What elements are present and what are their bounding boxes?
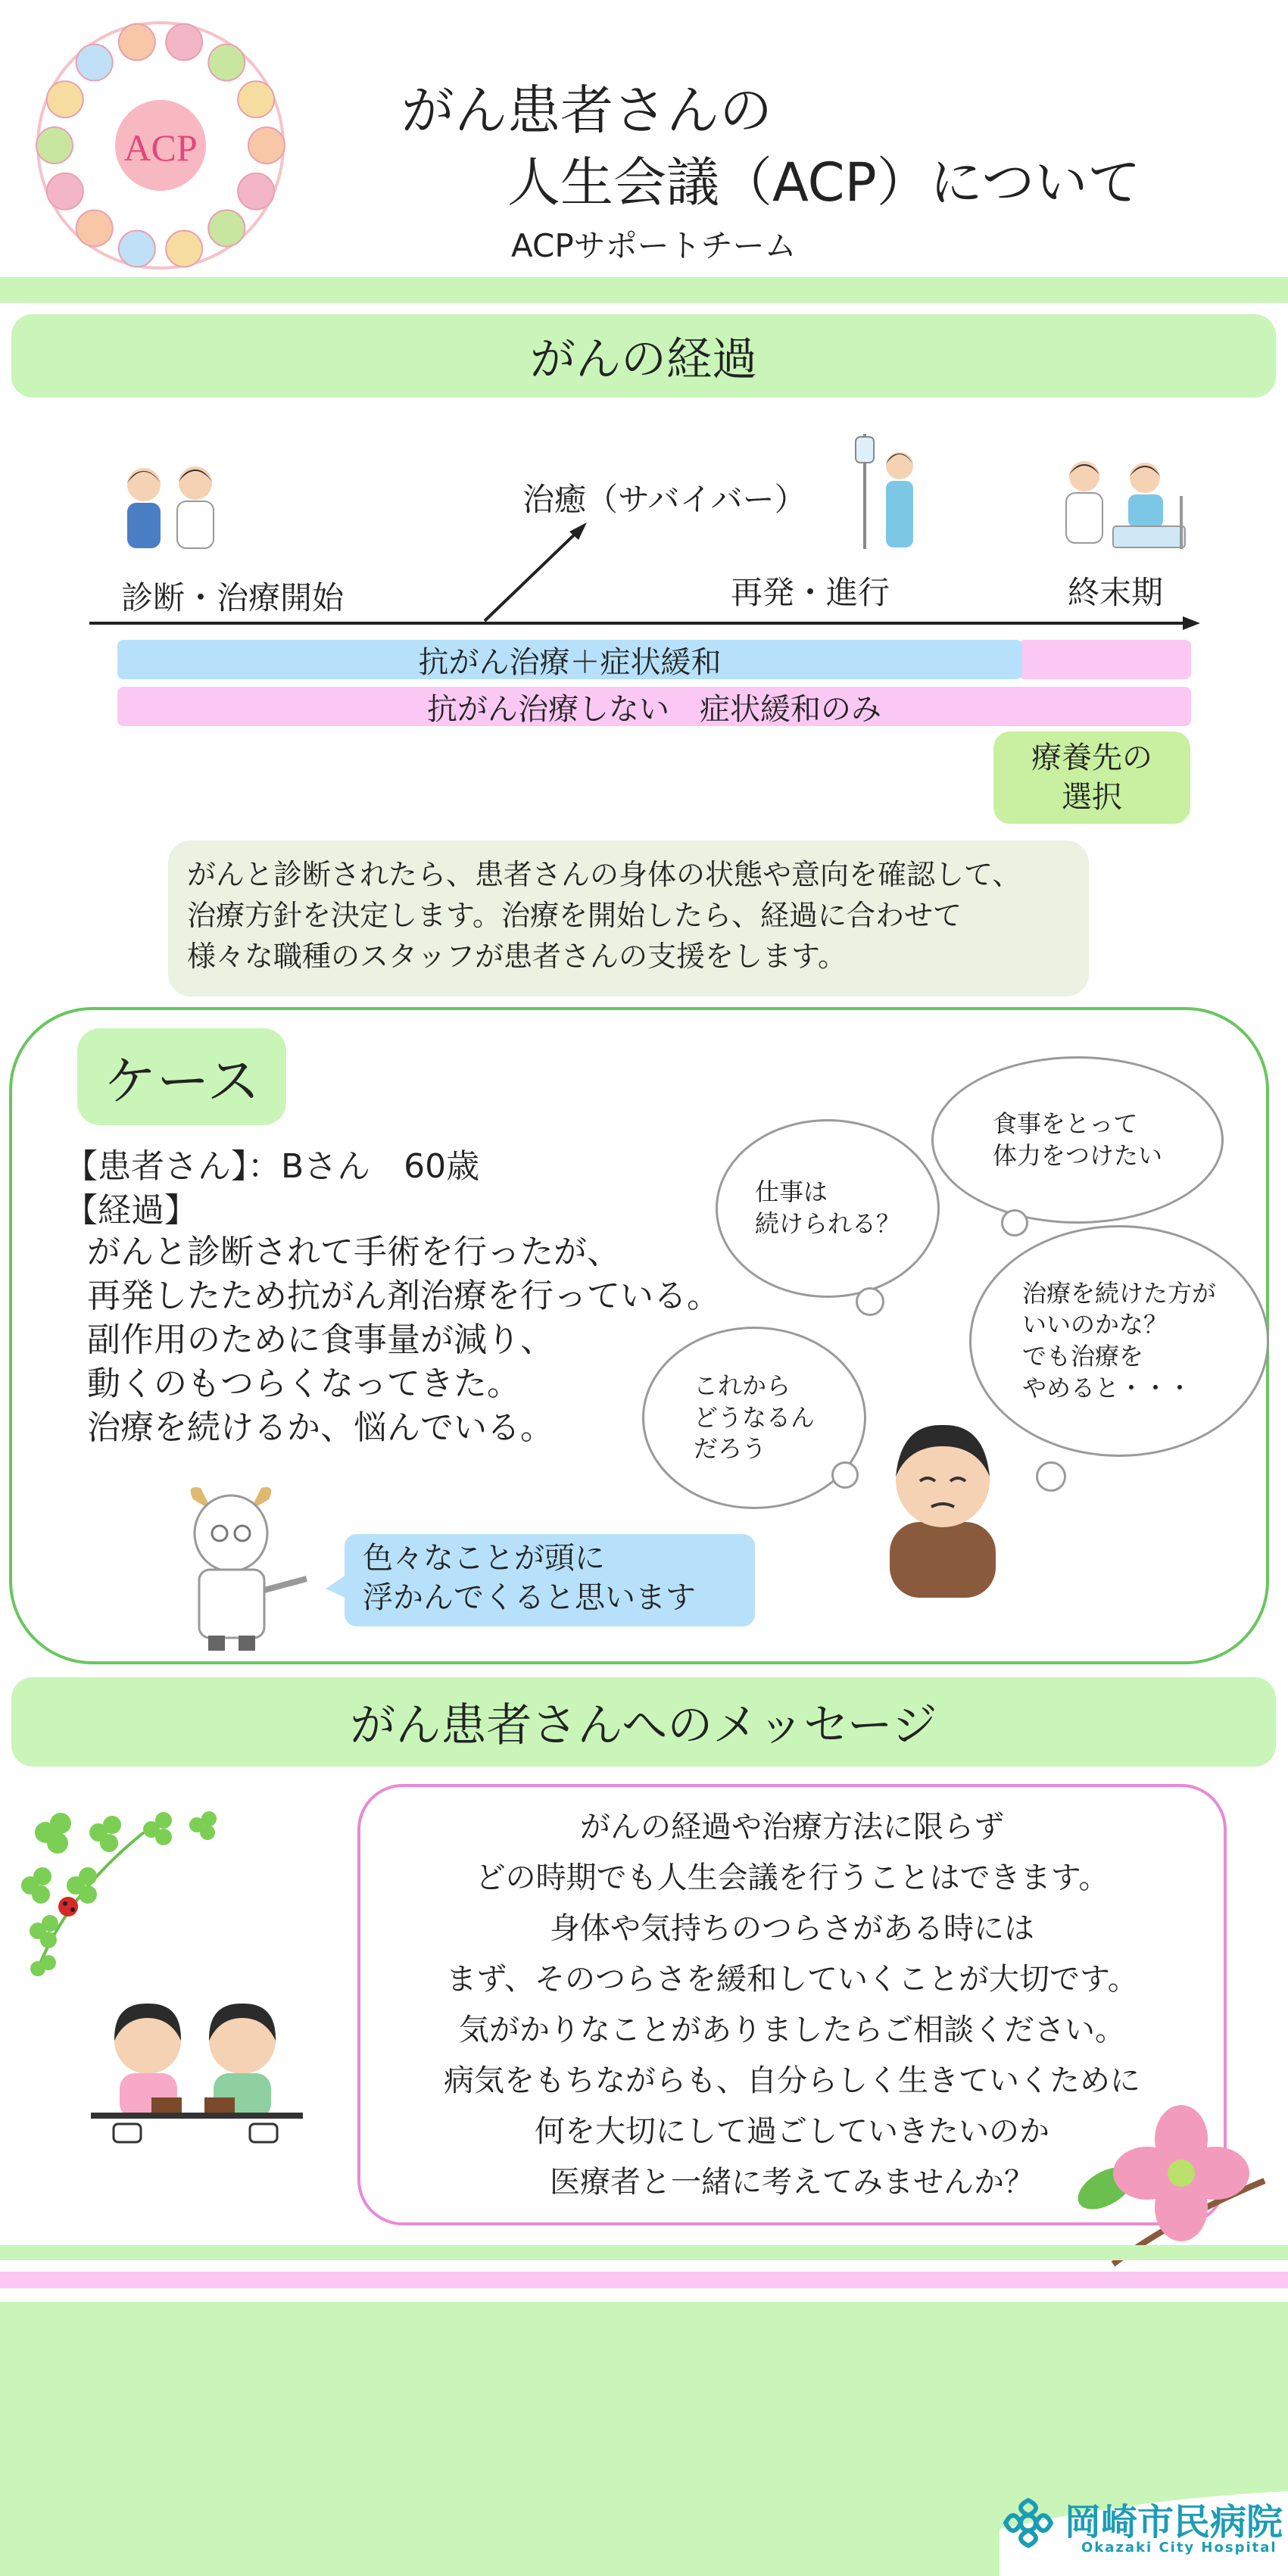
speech-tail [326, 1573, 348, 1604]
page-title-line2: 人生会議（ACP）について [507, 151, 1141, 214]
section-heading-message: がん患者さんへのメッセージ [11, 1677, 1276, 1767]
wreath-face [119, 24, 155, 61]
worried-patient-illustration [878, 1408, 1007, 1598]
timeline-axis [0, 515, 1288, 636]
thought-bubble [1036, 1461, 1066, 1492]
stage-relapse: 再発・進行 [731, 574, 890, 611]
hospital-name-en: Okazaki City Hospital [1081, 2540, 1277, 2556]
case-patient: 【患者さん】：Bさん 60歳 [64, 1147, 480, 1186]
case-tag: ケース [77, 1028, 286, 1125]
friends-illustration [91, 1984, 303, 2158]
thought-bubble [1001, 1209, 1028, 1237]
stage-survivor: 治癒（サバイバー） [522, 481, 806, 518]
thought-cloud-work: 仕事は 続けられる？ [716, 1119, 940, 1298]
wreath-face [238, 173, 274, 210]
team-name: ACPサポートチーム [511, 227, 797, 264]
case-history: がんと診断されて手術を行ったが、 再発したため抗がん剤治療を行っている。 副作用のために食事量が減り、 動くのもつらくなってきた。 治療を続けるか、悩んでいる。 [87, 1233, 720, 1447]
wreath-face [208, 210, 245, 246]
wreath-face [76, 210, 113, 246]
wreath-face [36, 127, 73, 164]
hospital-logo [998, 2493, 1286, 2561]
thought-cloud-treatment: 治療を続けた方が いいのかな？ でも治療を やめると・・・ [969, 1225, 1269, 1457]
footer-stripe-green [0, 2245, 1288, 2260]
stage-diagnosis: 診断・治療開始 [121, 579, 345, 616]
hospital-logo-icon [998, 2493, 1059, 2553]
message-box: がんの経過や治療方法に限らず どの時期でも人生会議を行うことはできます。 身体や気持ちのつらさがある時には まず、そのつらさを緩和していくことが大切です。 気がかりなことがありましたらご相談ください。 病気をもちながらも、自分らしく生きていくために 何を大切にして過ごしていきたいのか 医療者と一緒に考えてみませんか？ [357, 1784, 1227, 2225]
wreath-face [76, 45, 113, 81]
treatment-bar-pink-end [1018, 640, 1191, 679]
clover-decoration [15, 1802, 227, 1984]
wreath-face [238, 81, 274, 117]
page-title-line1: がん患者さんの [401, 80, 772, 142]
thought-bubble [831, 1461, 859, 1489]
course-description: がんと診断されたら、患者さんの身体の状態や意向を確認して、 治療方針を決定します。治療を開始したら、経過に合わせて 様々な職種のスタッフが患者さんの支援をします。 [168, 840, 1089, 996]
wreath-face [166, 24, 202, 61]
thought-bubble [856, 1287, 884, 1316]
anticancer-bar: 抗がん治療＋症状緩和 [117, 640, 1022, 679]
acp-logo [30, 15, 292, 276]
thought-cloud-future: これから どうなるん だろう [642, 1327, 866, 1509]
doctor-goat-illustration [170, 1480, 314, 1654]
header-divider [0, 277, 1288, 303]
wreath-face [47, 81, 83, 117]
wreath-face [208, 45, 245, 81]
footer-stripe-pink [0, 2272, 1288, 2288]
doctor-speech-bubble: 色々なことが頭に 浮かんでくると思います [345, 1534, 755, 1626]
wreath-face [248, 127, 285, 164]
hospital-name: 岡崎市民病院 [1065, 2501, 1283, 2543]
wreath-face [166, 230, 202, 267]
logo-text: ACP [123, 126, 198, 169]
wreath-face [47, 173, 83, 210]
case-history-label: 【経過】 [64, 1191, 198, 1230]
stage-terminal: 終末期 [1068, 574, 1164, 611]
section-heading-course: がんの経過 [11, 314, 1276, 398]
thought-cloud-eat: 食事をとって 体力をつけたい [931, 1056, 1224, 1224]
wreath-face [119, 230, 155, 267]
palliative-bar: 抗がん治療しない 症状緩和のみ [117, 687, 1191, 726]
care-place-box: 療養先の 選択 [993, 731, 1190, 824]
